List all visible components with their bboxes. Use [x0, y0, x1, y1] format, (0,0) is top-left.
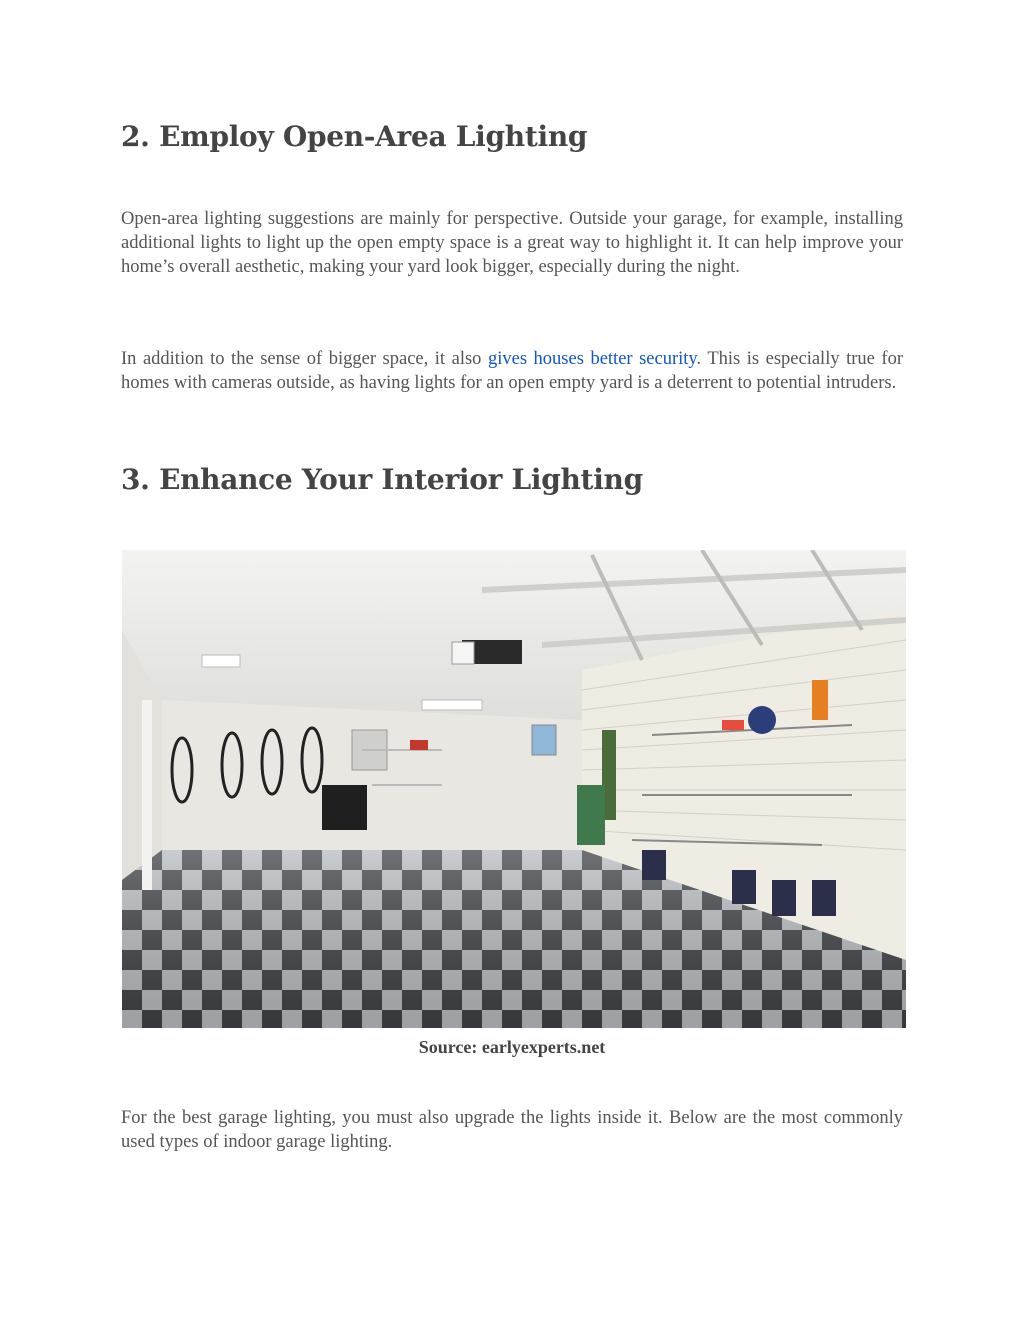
paragraph-open-area-intro: Open-area lighting suggestions are mainly for perspective. Outside your garage, for example, installing additional lights to light up the open empty space is a great way to highlight it. It can help improve your home’s overall aesthetic, making your yard look bigger, especially during the night. [121, 209, 903, 277]
paragraph-indoor-lighting: For the best garage lighting, you must also upgrade the lights inside it. Below are the most commonly used types of indoor garage lighting. [121, 1108, 903, 1152]
paragraph-security [121, 347, 903, 395]
section-heading-interior-lighting: 3. Enhance Your Interior Lighting [121, 463, 643, 496]
paragraph-security-text-before: In addition to the sense of bigger space, it also [121, 349, 488, 369]
paragraph-security-text-after: . This is especially true for homes with cameras outside, as having lights for an open empty yard is a deterrent to potential intruders. [121, 349, 903, 393]
section-heading-open-area-lighting: 2. Employ Open-Area Lighting [121, 120, 588, 153]
image-caption: Source: earlyexperts.net [418, 1037, 606, 1057]
security-link[interactable]: gives houses better security [487, 349, 697, 369]
garage-interior-photo [122, 550, 906, 1028]
